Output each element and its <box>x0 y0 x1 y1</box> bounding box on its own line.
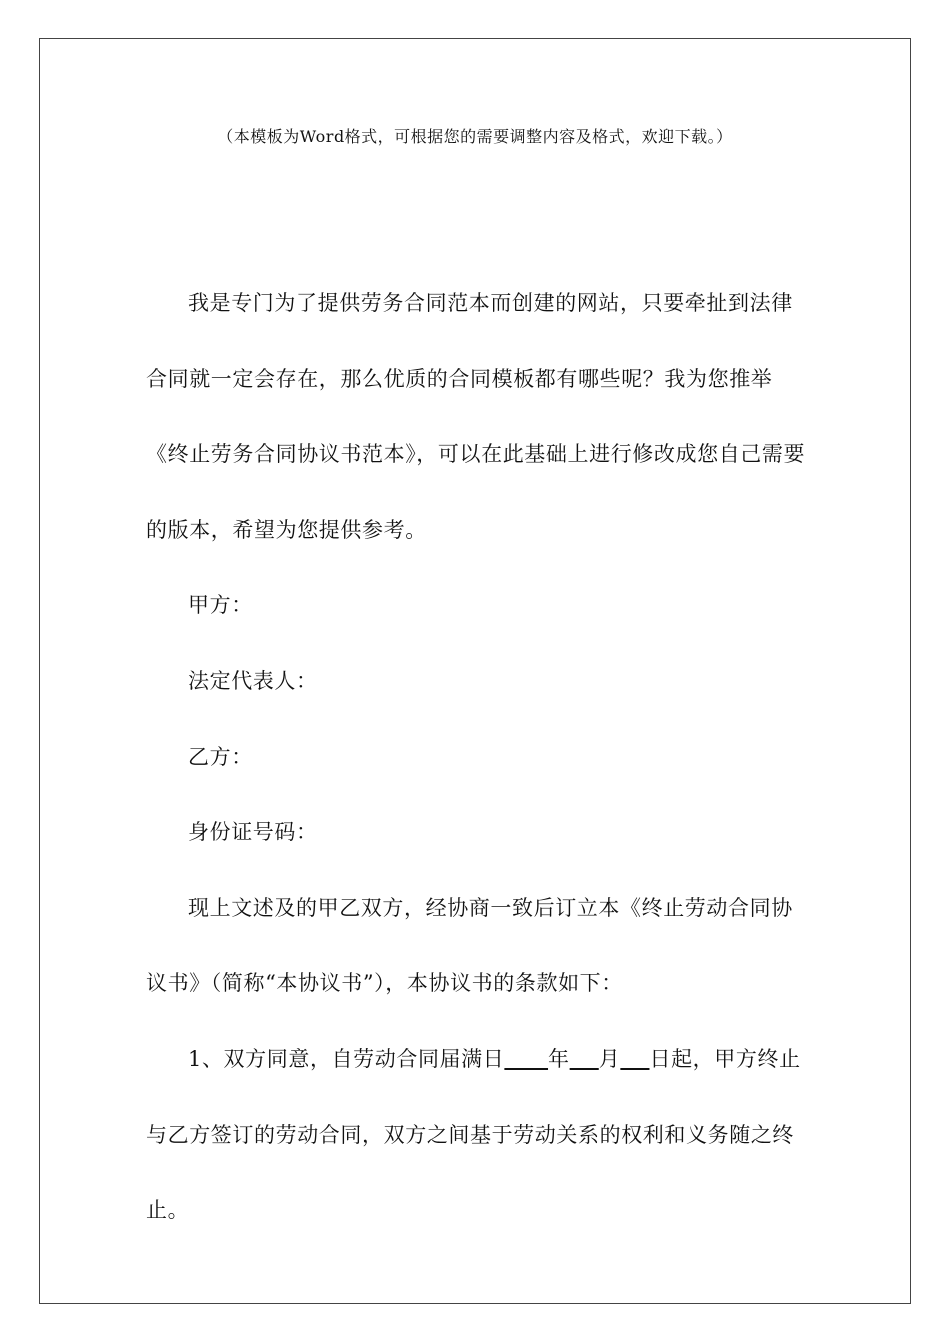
legal-representative-line: 法定代表人： <box>188 668 318 693</box>
year-blank <box>504 1047 548 1071</box>
clause-1-paragraph <box>146 1022 806 1249</box>
party-b-line: 乙方： <box>188 744 253 769</box>
year-label: 年 <box>548 1046 570 1071</box>
intro-paragraph: 我是专门为了提供劳务合同范本而创建的网站，只要牵扯到法律合同就一定会存在，那么优质的合同模板都有哪些呢？我为您推举《终止劳务合同协议书范本》，可以在此基础上进行修改成您自己需要的版本，希望为您提供参考。 <box>146 291 806 542</box>
agreement-intro-paragraph: 现上文述及的甲乙双方，经协商一致后订立本《终止劳动合同协议书》（简称“本协议书”），本协议书的条款如下： <box>146 895 793 996</box>
month-label: 月 <box>598 1046 621 1071</box>
document-body <box>146 266 806 1249</box>
id-number-line: 身份证号码： <box>188 820 318 845</box>
day-blank <box>620 1047 649 1071</box>
clause-1-rest: 甲方终止与乙方签订的劳动合同，双方之间基于劳动关系的权利和义务随之终止。 <box>146 1046 801 1223</box>
month-blank <box>570 1047 599 1071</box>
party-a-line: 甲方： <box>188 593 253 618</box>
clause-1-prefix: 1、双方同意，自劳动合同届满日 <box>188 1046 505 1071</box>
template-notice: （本模板为Word格式，可根据您的需要调整内容及格式，欢迎下载。） <box>217 127 733 146</box>
day-label: 日起， <box>649 1046 715 1071</box>
